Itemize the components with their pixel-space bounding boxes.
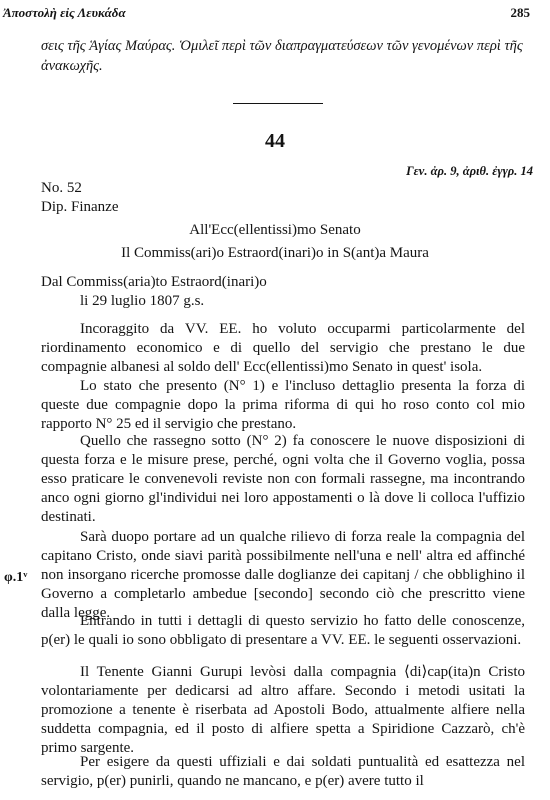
paragraph: Il Tenente Gianni Gurupi levòsi dalla compagnia ⟨di⟩cap(ita)n Cristo volontariamente per dedicarsi ad altro affare. Secondo i metodi usitati la promozione a tenente è riserbata ad Apostoli Bodo, attualmente alfiere nella suddetta compagnia, ed il posto di alfiere spetta a Spiridione Cazzarò, ch'è primo sargente. <box>41 664 525 756</box>
paragraph: Per esigere da questi uffiziali e dai soldati puntualità ed esattezza nel servigio, p(er) punirli, quando ne mancano, e p(er) avere tutto il <box>41 754 525 789</box>
paragraph: Quello che rassegno sotto (N° 2) fa conoscere le nuove disposizioni di questa forza e le misure prese, perché, ogni volta che il Governo voglia, possa esso praticare le convenevoli reviste non con formali rassegne, ma incontrando anco ogni giorno gl'individui nei loro appostamenti o là dove li colloca l'uffizio destinati. <box>41 433 525 525</box>
folio-margin-note: φ.1ᵛ <box>4 570 28 585</box>
page-number: 285 <box>510 5 530 20</box>
greek-summary-continuation: σεις τῆς Ἁγίας Μαύρας. Ὁμιλεῖ περὶ τῶν διαπραγματεύσεων τῶν γενομένων περὶ τῆς ἀνακωχῆς. <box>41 38 523 74</box>
addressee: All'Ecc(ellentissi)mo Senato <box>189 222 361 238</box>
department: Dip. Finanze <box>41 199 119 215</box>
running-head <box>0 5 550 23</box>
running-head-title: Ἀποστολὴ εἰς Λευκάδα <box>3 5 126 20</box>
source-reference: Γεν. ἀρ. 9, ἀριθ. ἐγγρ. 14 <box>406 164 533 178</box>
letter-date: li 29 luglio 1807 g.s. <box>80 293 205 309</box>
letter-number: No. 52 <box>41 180 82 196</box>
paragraph: Lo stato che presento (N° 1) e l'incluso dettaglio presenta la forza di queste due compagnie dopo la prima riforma di qui ho roso conto col mio rapporto N° 25 ed il servigio che prestano. <box>41 378 525 432</box>
from-office: Il Commiss(ari)o Estraord(inari)o in S(ant)a Maura <box>121 245 429 261</box>
paragraph: Entrando in tutti i dettagli di questo servizio ho fatto delle conoscenze, p(er) le quali io sono obbligato di presentare a VV. EE. le seguenti osservazioni. <box>41 613 525 648</box>
sender: Dal Commiss(aria)to Estraord(inari)o <box>41 274 267 290</box>
document-number: 44 <box>265 130 285 152</box>
paragraph: Sarà duopo portare ad un qualche rilievo di forza reale la compagnia del capitano Cristo, onde siavi parità possibilmente nell'una e nell' altra ed affinché non insorgano ricerche promosse dalle doglianze dei capitanj / che obblighino il Governo a completarlo ambedue [secondo] secondo ciò che prescritto viene dalla legge. <box>41 529 525 621</box>
section-divider <box>233 103 323 104</box>
paragraph: Incoraggito da VV. EE. ho voluto occuparmi particolarmente del riordinamento economico e di quello del servigio che prestano le due compagnie albanesi al soldo dell' Ecc(ellentissi)mo Senato in quest' isola. <box>41 321 525 375</box>
